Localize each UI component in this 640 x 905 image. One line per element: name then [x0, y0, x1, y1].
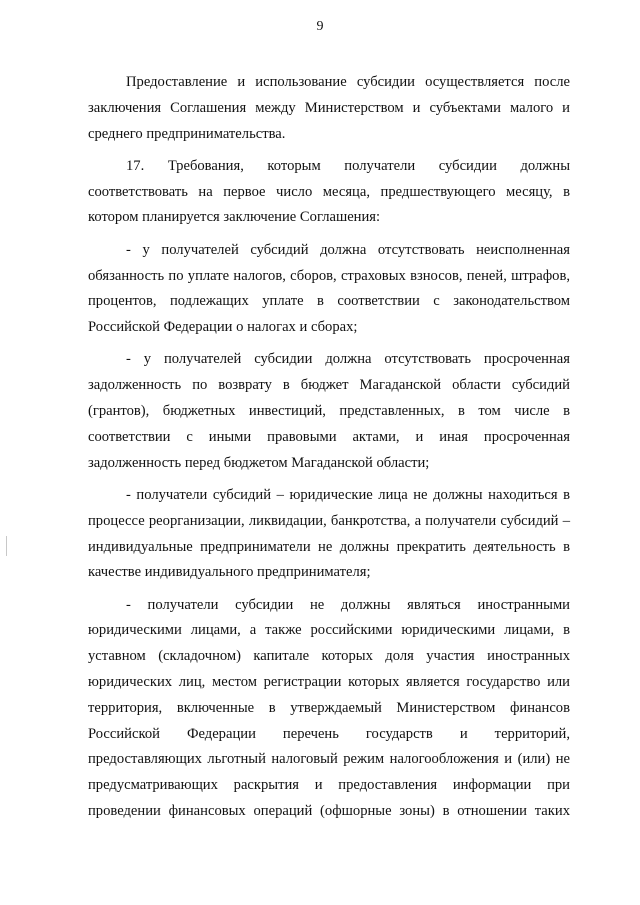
paragraph-foreign-entities: - получатели субсидии не должны являться иностранными юридическими лицами, а также российскими юридическими лицами, в уставном (складочном) капитале которых доля участия иностранных юридических лиц, местом регистрации которых является государство или территория, включенные в утверждаемый Министерством финансов Российской Федерации перечень государств и территорий, предоставляющих льготный налоговый режим налогообложения и (или) не предусматривающих раскрытия и предоставления информации при проведении финансовых операций (офшорные зоны) в отношении таких: [88, 596, 570, 820]
page-number: 9: [316, 19, 324, 34]
document-body: [88, 70, 570, 825]
scan-margin-mark: [6, 536, 7, 556]
paragraph-subsidy-provision: Предоставление и использование субсидии осуществляется после заключения Соглашения между Министерством и субъектами малого и среднего предпринимательства.: [88, 74, 570, 142]
paragraph-17-requirements: 17. Требования, которым получатели субсидии должны соответствовать на первое число месяца, предшествующего месяцу, в котором планируется заключение Соглашения:: [88, 157, 570, 226]
paragraph-overdue-debt: - у получателей субсидии должна отсутствовать просроченная задолженность по возврату в бюджет Магаданской области субсидий (грантов), бюджетных инвестиций, представленных, в том числе в соответствии с иными правовыми актами, и иная просроченная задолженность перед бюджетом Магаданской области;: [88, 351, 570, 471]
paragraph-reorganization: - получатели субсидий – юридические лица не должны находиться в процессе реорганизации, ликвидации, банкротства, а получатели субсидий – индивидуальные предприниматели не должны прекратить деятельность в качестве индивидуального предпринимателя;: [88, 486, 570, 581]
paragraph-tax-obligations: - у получателей субсидий должна отсутствовать неисполненная обязанность по уплате налогов, сборов, страховых взносов, пеней, штрафов, процентов, подлежащих уплате в соответствии с законодательством Российской Федерации о налогах и сборах;: [88, 241, 570, 336]
